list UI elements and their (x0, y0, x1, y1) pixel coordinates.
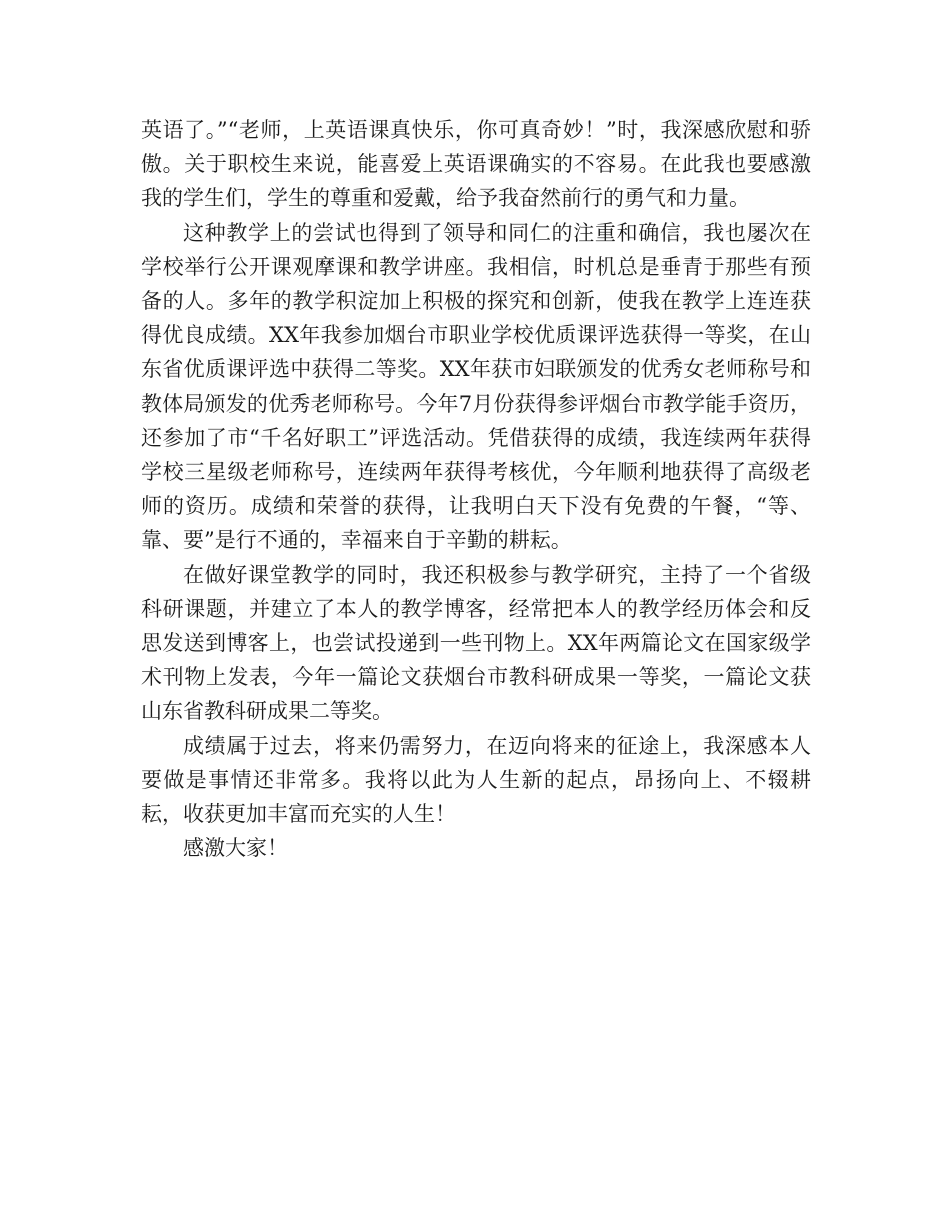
paragraph-future: 成绩属于过去，将来仍需努力，在迈向将来的征途上，我深感本人要做是事情还非常多。我将以此为人生新的起点，昂扬向上、不辍耕耘，收获更加丰富而充实的人生！ (141, 733, 811, 827)
paragraph-continuation: 英语了。”“老师，上英语课真快乐，你可真奇妙！”时，我深感欣慰和骄傲。关于职校生来说，能喜爱上英语课确实的不容易。在此我也要感激我的学生们，学生的尊重和爱戴，给予我奋然前行的勇气和力量。 (141, 118, 811, 211)
paragraph-teaching-achievements: 这种教学上的尝试也得到了领导和同仁的注重和确信，我也屡次在学校举行公开课观摩课和教学讲座。我相信，时机总是垂青于那些有预备的人。多年的教学积淀加上积极的探究和创新，使我在教学上连连获得优良成绩。XX年我参加烟台市职业学校优质课评选获得一等奖，在山东省优质课评选中获得二等奖。XX年获市妇联颁发的优秀女老师称号和教体局颁发的优秀老师称号。今年7月份获得参评烟台市教学能手资历，还参加了市“千名好职工”评选活动。凭借获得的成绩，我连续两年获得学校三星级老师称号，连续两年获得考核优，今年顺利地获得了高级老师的资历。成绩和荣誉的获得，让我明白天下没有免费的午餐，“等、靠、要”是行不通的，幸福来自于辛勤的耕耘。 (141, 220, 811, 553)
document-body (141, 113, 811, 865)
paragraph-closing-thanks: 感激大家！ (183, 836, 288, 861)
paragraph-research: 在做好课堂教学的同时，我还积极参与教学研究，主持了一个省级科研课题，并建立了本人的教学博客，经常把本人的教学经历体会和反思发送到博客上，也尝试投递到一些刊物上。XX年两篇论文在国家级学术刊物上发表，今年一篇论文获烟台市教科研成果一等奖，一篇论文获山东省教科研成果二等奖。 (141, 562, 811, 724)
